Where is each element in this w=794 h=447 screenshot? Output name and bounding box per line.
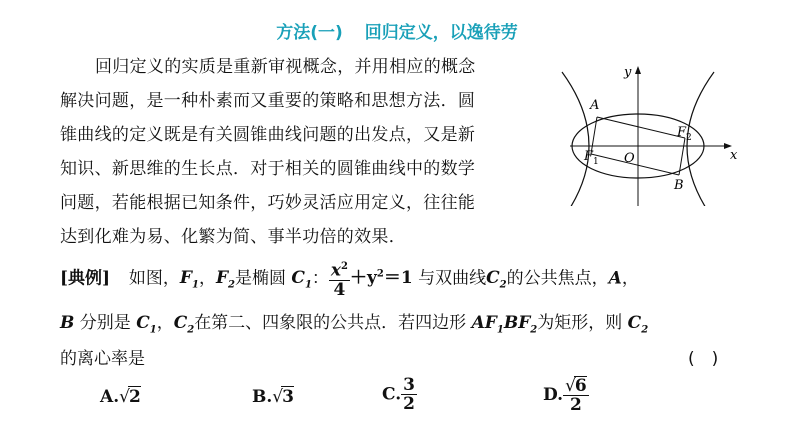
label-y: y <box>624 65 632 80</box>
answer-blank: ( ) <box>688 349 719 369</box>
segment-f1b <box>591 154 679 175</box>
quadrilateral: $AF_1BF_2$ <box>471 313 538 336</box>
y-axis-arrow <box>635 66 641 74</box>
label-o: O <box>624 151 635 166</box>
focus-f1: $F_1$ <box>179 268 199 291</box>
curve-c1: $C_1$ <box>291 268 312 291</box>
curve-c1: $C_1$ <box>136 313 157 336</box>
intro-line: 解决问题，是一种朴素而又重要的策略和思想方法．圆 <box>60 91 476 111</box>
label-a: A <box>590 98 600 113</box>
option-d[interactable]: D. $\frac{√6}{2}$ <box>543 376 587 415</box>
label-f1: $F_1$ <box>584 149 599 167</box>
focus-f2: $F_2$ <box>215 268 235 291</box>
example-line-2: B 分别是 $C_1$，$C_2$在第二、四象限的公共点．若四边形 $AF_1BF_2$为矩形，则 $C_2$ <box>60 313 649 336</box>
option-c[interactable]: C. $\frac{3}{2}$ <box>382 375 415 414</box>
equation-rest: $+y^2=1$ <box>350 268 413 289</box>
intro-line: 达到化难为易、化繁为简、事半功倍的效果． <box>60 227 406 247</box>
label-b: B <box>674 178 684 193</box>
example-line-1: [典例] 如图，$F_1$，$F_2$是椭圆 $C_1$： $\frac{x^2}{4}$ $+y^2=1$ 与双曲线$C_2$的公共焦点，A， <box>60 258 639 299</box>
intro-line: 回归定义的实质是重新审视概念，并用相应的概念 <box>95 57 476 77</box>
label-f2: $F_2$ <box>677 125 692 143</box>
label-x: x <box>730 148 738 163</box>
curve-c2: $C_2$ <box>627 313 649 336</box>
fraction-x2-over-4: $\frac{x^2}{4}$ <box>329 258 350 299</box>
intro-line: 问题，若能根据已知条件，巧妙灵活应用定义，往往能 <box>60 193 476 213</box>
segment-af2 <box>597 117 685 138</box>
method-label: 方法(一) <box>276 23 343 43</box>
conic-figure <box>560 56 750 206</box>
section-title <box>0 18 794 43</box>
example-text: 如图， <box>128 268 180 289</box>
example-tag: [典例] <box>60 268 111 289</box>
intro-line: 锥曲线的定义既是有关圆锥曲线问题的出发点，又是新 <box>60 125 476 145</box>
intro-paragraph <box>60 50 538 254</box>
example-line-3: 的离心率是 <box>60 349 145 369</box>
hyperbola-left-branch <box>562 72 589 206</box>
curve-c2: $C_2$ <box>486 268 507 291</box>
topic-label: 回归定义，以逸待劳 <box>364 23 518 43</box>
intro-line: 知识、新思维的生长点．对于相关的圆锥曲线中的数学 <box>60 159 476 179</box>
option-a[interactable]: A.√2 <box>100 387 141 407</box>
curve-c2: $C_2$ <box>173 313 195 336</box>
option-b[interactable]: B.√3 <box>252 387 294 407</box>
